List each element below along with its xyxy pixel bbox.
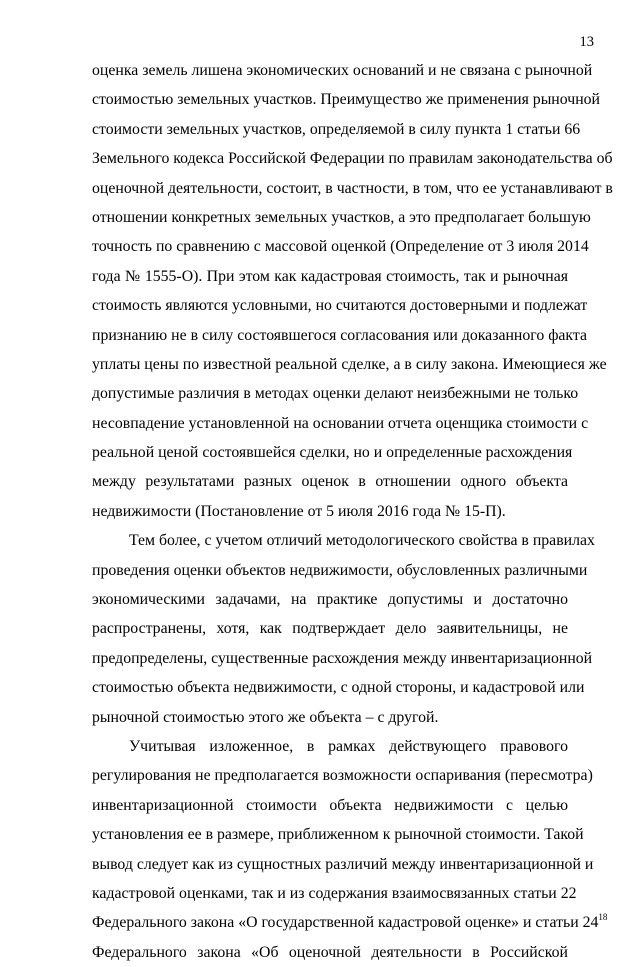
text-line: кадастровой оценками, так и из содержания взаимосвязанных статьи 22 [92,884,577,902]
text-line: оценка земель лишена экономических оснований и не связана с рыночной [92,62,593,79]
text-line: проведения оценки объектов недвижимости, обусловленных различными [92,561,588,579]
text-line-content: Федерального закона «О государственной кадастровой оценке» и статьи 24 [92,914,599,932]
page-number: 13 [579,34,594,50]
text-line: инвентаризационной стоимости объекта недвижимости с целью [92,796,568,814]
text-line: точность по сравнению с массовой оценкой (Определение от 3 июля 2014 [92,238,589,256]
text-line: Федерального закона «Об оценочной деятельности в Российской [92,943,568,961]
text-line: Тем более, с учетом отличий методологического свойства в правилах [129,532,595,550]
paragraph-1-continued [92,56,613,526]
text-line: года № 1555-О). При этом как кадастровая стоимость, так и рыночная [92,267,568,285]
text-line: стоимости земельных участков, определяемой в силу пункта 1 статьи 66 [92,120,581,138]
text-line: экономическими задачами, на практике допустимы и достаточно [92,591,568,609]
text-line: уплаты цены по известной реальной сделке, а в силу закона. Имеющиеся же [92,355,607,373]
text-line: недвижимости (Постановление от 5 июля 2016 года № 15-П). [92,502,506,520]
text-line: стоимость являются условными, но считаются достоверными и подлежат [92,297,588,315]
paragraph-2 [92,526,595,732]
text-line: оценочной деятельности, состоит, в частности, в том, что ее устанавливают в [92,179,613,197]
text-line: несовпадение установленной на основании отчета оценщика стоимости с [92,414,589,432]
text-line: стоимостью объекта недвижимости, с одной стороны, и кадастровой или [92,679,585,697]
text-line: рыночной стоимостью этого же объекта – с другой. [92,708,439,726]
text-line: стоимостью земельных участков. Преимущество же применения рыночной [92,91,600,109]
text-line: реальной ценой состоявшейся сделки, но и определенные расхождения [92,444,573,462]
text-line: между результатами разных оценок в отношении одного объекта [92,473,568,491]
text-line: Учитывая изложенное, в рамках действующего правового [129,737,568,755]
text-line: установления ее в размере, приближенном к рыночной стоимости. Такой [92,826,584,844]
text-line: отношении конкретных земельных участков, а это предполагает большую [92,208,591,226]
text-line: вывод следует как из сущностных различий между инвентаризационной и [92,855,594,873]
text-line: регулирования не предполагается возможности оспаривания (пересмотра) [92,767,593,785]
text-line: признанию не в силу состоявшегося согласования или доказанного факта [92,326,588,344]
text-line: предопределены, существенные расхождения между инвентаризационной [92,649,593,667]
text-line: Земельного кодекса Российской Федерации по правилам законодательства об [92,150,613,168]
text-line: допустимые различия в методах оценки делают неизбежными не только [92,385,579,403]
footnote-reference[interactable]: 18 [598,912,608,923]
paragraph-3 [92,732,608,967]
text-line: распространены, хотя, как подтверждает дело заявительницы, не [92,620,568,638]
text-line-with-footnote [92,908,608,937]
document-body [92,56,613,967]
